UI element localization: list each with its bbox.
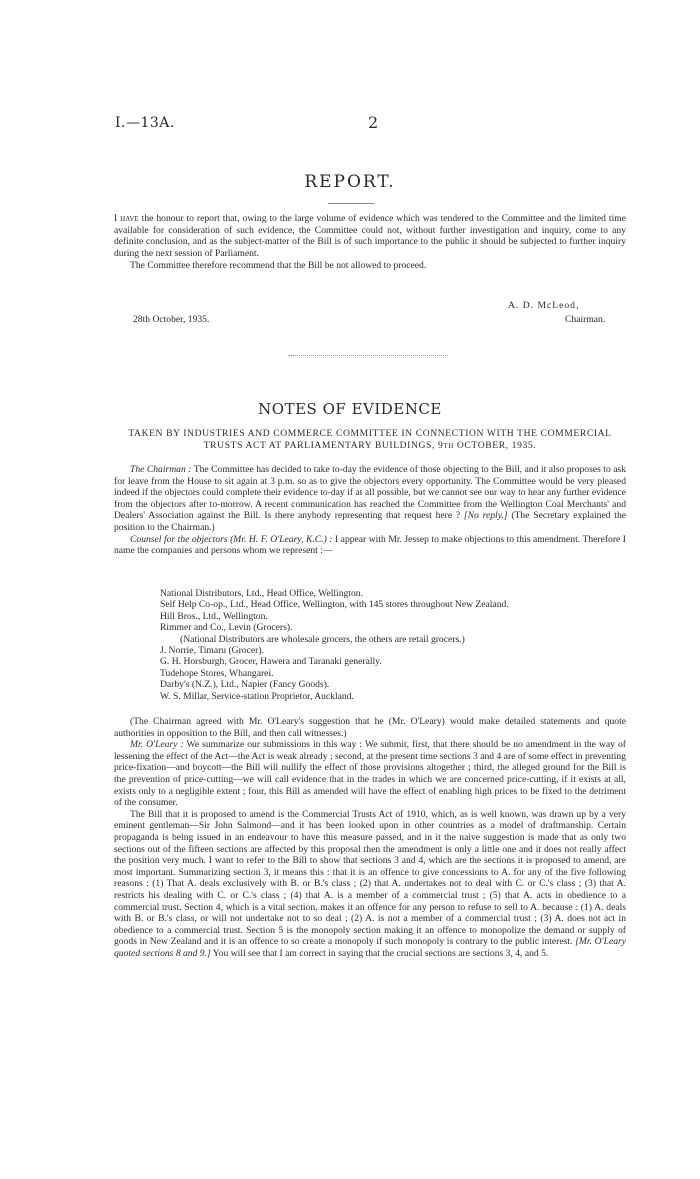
list-item: National Distributors, Ltd., Head Office, Wellington. [160, 588, 363, 599]
report-paragraph-1 [114, 213, 626, 259]
oleary-text: We summarize our submissions in this way : We submit, first, that there should be no amendment in the way of lessening the effect of the Act—the Act is weak already ; second, at the present time sections 3 and 4 are of some effect in preventing price-fixation—and boycott—the Bill will nullify the effect of those provisions altogether ; third, the alleged ground for the Bill is the prevention of price-cutting—we will call evidence that in the trades in which we are concerned price-cutting, if it exists at all, exists only to a negligible extent ; four, this Bill as amended will have the effect of enabling high prices to be fixed to the detriment of the consumer. [114, 739, 626, 809]
bill-quote-note: [Mr. O'Leary quoted sections 8 and 9.] [114, 936, 626, 959]
counsel-speaker: Counsel for the objectors (Mr. H. F. O'Leary, K.C.) : [130, 533, 333, 545]
title-divider [328, 203, 374, 204]
list-item: J. Norrie, Timaru (Grocer). [160, 645, 264, 657]
counsel-paragraph [114, 534, 626, 557]
report-paragraph-1-text: the honour to report that, owing to the large volume of evidence which was tendered to the Committee and the limited time available for consideration of such evidence, the Committee could not, without further investigation and inquiry, come to any definite conclusion, and as the subject-matter of the Bill is of such importance to the public it should be subjected to further inquiry during the next session of Parliament. [114, 213, 626, 259]
report-date: 28th October, 1935. [133, 314, 210, 325]
oleary-paragraph [114, 739, 626, 809]
taken-by-date: OCTOBER, 1935. [453, 440, 537, 451]
notes-body-lower [114, 716, 626, 959]
company-list [160, 588, 630, 702]
report-body [114, 213, 626, 272]
bill-paragraph [114, 809, 626, 960]
taken-by-heading [114, 428, 626, 452]
page-number: 2 [368, 113, 379, 132]
chairman-tail: (The Secretary explained the position to the Chairman.) [114, 510, 627, 533]
list-item: W. S. Millar, Service-station Proprietor, Auckland. [160, 690, 354, 702]
list-item: Hill Bros., Ltd., Wellington. [160, 610, 268, 622]
notes-body-upper [114, 464, 626, 557]
taken-by-suffix: TH [443, 442, 454, 450]
list-item: Darby's (N.Z.), Ltd., Napier (Fancy Goods). [160, 679, 330, 691]
list-item: Self Help Co-op., Ltd., Head Office, Wellington, with 145 stores throughout New Zealand. [160, 599, 509, 611]
chairman-paragraph [114, 464, 626, 534]
notes-title: NOTES OF EVIDENCE [258, 400, 442, 418]
list-item: Tudehope Stores, Whangarei. [160, 667, 274, 679]
signature-title: Chairman. [565, 314, 606, 325]
counsel-text: I appear with Mr. Jessep to make objections to this amendment. Therefore I name the companies and persons whom we represent :— [114, 533, 626, 557]
signature-name: A. D. McLeod, [508, 300, 580, 311]
oleary-speaker: Mr. O'Leary : [130, 739, 184, 751]
list-item: Rimmer and Co., Levin (Grocers). [160, 622, 293, 634]
bill-text-a: The Bill that it is proposed to amend is the Commercial Trusts Act of 1910, which, as is well known, was drawn up by a very eminent gentleman—Sir John Salmond—and it has been looked upon in other countries as a model of draftmanship. Certain propaganda is being issued in an endeavour to have this measure passed, and in it the naive suggestion is made that as only two sections out of the fifteen sections are affected by this proposal then the amendment is only a little one and it does not really affect the position very much. I want to refer to the Bill to show that sections 3 and 4, which are the sections it is proposed to amend, are most important. Summarizing section 3, it means this : that it is an offence to give concessions to A. for any of the five following reasons : (1) That A. deals exclusively with B. or B.'s class ; (2) that A. undertakes not to deal with C. or C.'s class ; (3) that A. restricts his dealing with C. or C.'s class ; (4) that A. is a member of a commercial trust ; (5) that A. acts in obedience to a commercial trust. Section 4, which is a vital section, makes it an offence for any person to refuse to sell to A. because : (1) A. deals with B. or B.'s class, or will not undertake not to so deal ; (2) A. is not a member of a commercial trust ; (3) A. does not act in obedience to a commercial trust. Section 5 is the monopoly section making it an offence to monopolize the demand or supply of goods in New Zealand and it is an offence to so create a monopoly if such monopoly is contrary to the public interest. [114, 808, 626, 948]
report-title: REPORT. [304, 172, 396, 192]
report-paragraph-2: The Committee therefore recommend that the Bill be not allowed to proceed. [130, 260, 427, 272]
chairman-no-reply: [No reply.] [463, 510, 508, 522]
document-reference: I.—13A. [115, 115, 175, 131]
chairman-text: The Committee has decided to take to-day the evidence of those objecting to the Bill, and it also proposes to ask for leave from the House to sit again at 3 p.m. so as to give the objectors every opportunity. The Committee would be very pleased indeed if the objectors could complete their evidence to-day if at all possible, but we cannot see our way to hear any further evidence from the objectors after to-morrow. A recent communication has reached the Committee from the Wellington Coal Merchants' and Dealers' Association against the Bill. Is there anybody representing that request here ? [114, 464, 627, 522]
section-divider [288, 355, 448, 356]
list-item: G. H. Horsburgh, Grocer, Hawera and Taranaki generally. [160, 656, 382, 668]
taken-by-text: TAKEN BY INDUSTRIES AND COMMERCE COMMITTEE IN CONNECTION WITH THE COMMERCIAL TRUSTS ACT AT PARLIAMENTARY BUILDINGS, 9 [128, 428, 612, 451]
chairman-speaker: The Chairman : [130, 464, 192, 475]
list-item: (National Distributors are wholesale grocers, the others are retail grocers.) [180, 633, 465, 645]
bill-text-b: You will see that I am correct in saying that the crucial sections are sections 3, 4, and 5. [210, 947, 549, 959]
report-lead-word: I have [114, 213, 139, 224]
agreed-paragraph: (The Chairman agreed with Mr. O'Leary's suggestion that he (Mr. O'Leary) would make detailed statements and quote authorities in opposition to the Bill, and then call witnesses.) [114, 716, 626, 739]
